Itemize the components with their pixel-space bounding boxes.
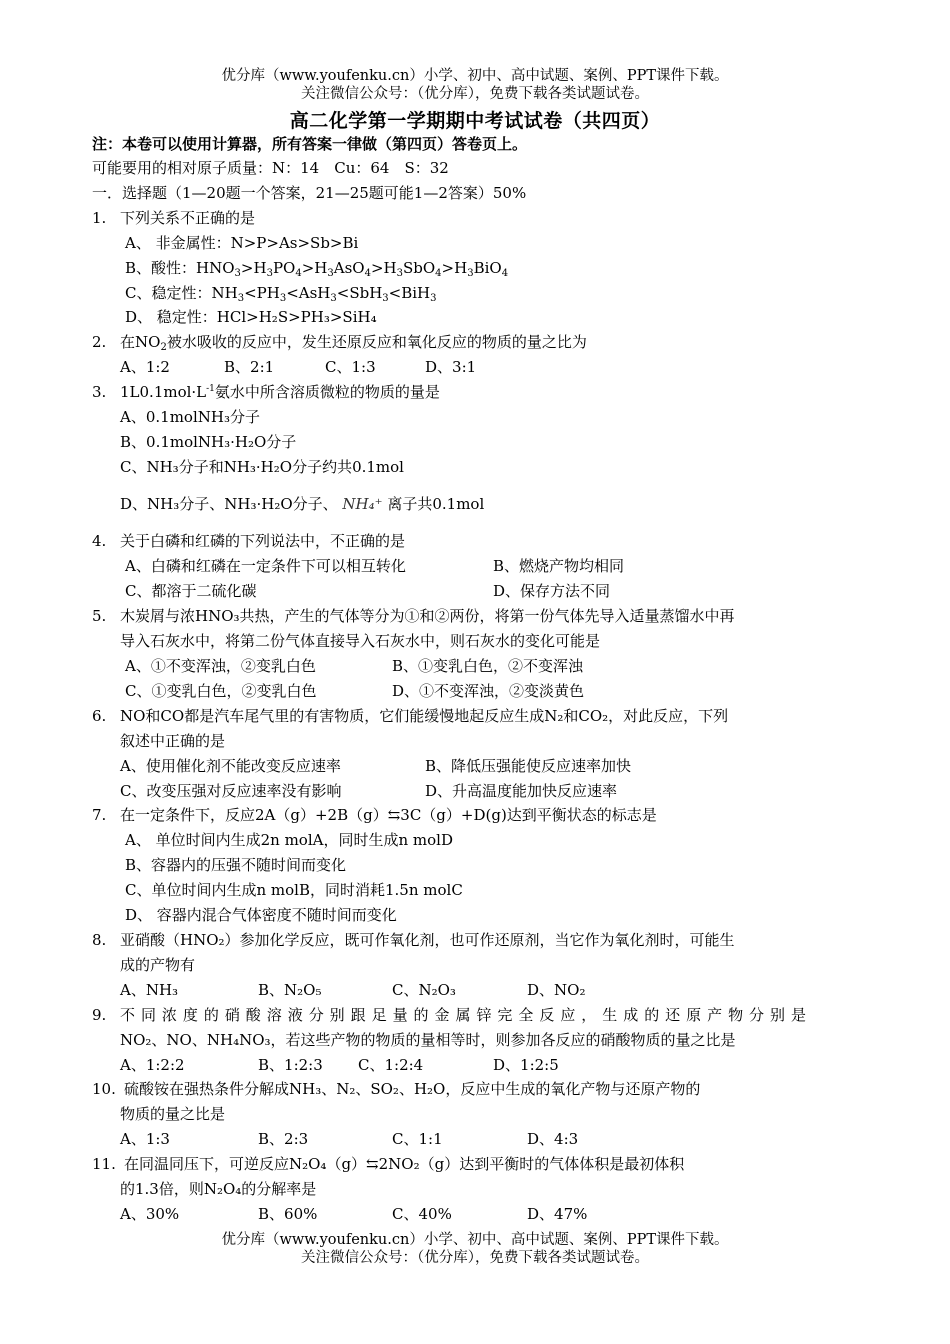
- stem-text: 氨水中所含溶质微粒的物质的量是: [214, 383, 440, 401]
- option-c: C、改变压强对反应速率没有影响: [120, 782, 342, 800]
- option-b: B、1:2:3: [258, 1056, 323, 1074]
- option-b: B、N₂O₅: [258, 981, 322, 999]
- question-stem-cont: 成的产物有: [120, 956, 196, 974]
- ammonium-ion: NH₄⁺: [342, 495, 383, 513]
- option-b: B、0.1molNH₃·H₂O分子: [120, 433, 297, 451]
- option-c: C、1:2:4: [358, 1056, 424, 1074]
- option-a: A、 非金属性：N>P>As>Sb>Bi: [125, 234, 359, 252]
- option-d: [120, 494, 484, 514]
- question-stem: 在$NO_2$被水吸收的反应中，发生还原反应和氧化反应的物质的量之比为: [120, 333, 587, 353]
- stem-text: 在NO: [120, 333, 161, 351]
- option-d: D、①不变浑浊，②变淡黄色: [392, 682, 585, 700]
- option-b: B、容器内的压强不随时间而变化: [125, 856, 347, 874]
- option-c-text: C、稳定性：NH: [125, 284, 238, 302]
- page-title: 高二化学第一学期期中考试试卷（共四页）: [289, 110, 661, 132]
- option-b: B、2:3: [258, 1130, 309, 1148]
- option-c: C、N₂O₃: [392, 981, 456, 999]
- question-number: 2.: [92, 333, 107, 351]
- option-b: B、①变乳白色，②不变浑浊: [392, 657, 584, 675]
- option-d: D、3:1: [425, 358, 477, 376]
- question-stem-cont: 的1.3倍，则N₂O₄的分解率是: [120, 1180, 317, 1198]
- option-c: C、都溶于二硫化碳: [125, 582, 257, 600]
- question-stem-cont: 导入石灰水中，将第二份气体直接导入石灰水中，则石灰水的变化可能是: [120, 632, 601, 650]
- footer-line-2: 关注微信公众号：（优分库），免费下载各类试题试卷。: [301, 1250, 649, 1266]
- option-a: A、使用催化剂不能改变反应速率: [120, 757, 341, 775]
- footer-line-1: 优分库（www.youfenku.cn）小学、初中、高中试题、案例、PPT课件下载。: [221, 1232, 729, 1248]
- option-d-text: 离子共0.1mol: [387, 495, 485, 513]
- option-b: B、酸性：$HNO_3>H_3PO_4>H_3AsO_4>H_3SbO_4>H_3BiO_4$: [125, 259, 509, 279]
- option-c: C、1:3: [325, 358, 376, 376]
- question-stem-cont: 叙述中正确的是: [120, 732, 226, 750]
- atomic-masses: 可能要用的相对原子质量：N：14 Cu：64 S：32: [92, 159, 449, 177]
- option-c: C、NH₃分子和NH₃·H₂O分子约共0.1mol: [120, 458, 404, 476]
- header-line-2: 关注微信公众号：（优分库），免费下载各类试题试卷。: [301, 86, 649, 102]
- question-stem-cont: NO₂、NO、NH₄NO₃，若这些产物的物质的量相等时，则参加各反应的硝酸物质的量之比是: [120, 1031, 736, 1049]
- header-line-1: 优分库（www.youfenku.cn）小学、初中、高中试题、案例、PPT课件下载。: [221, 68, 729, 84]
- question-stem: 下列关系不正确的是: [120, 209, 256, 227]
- question-number: 6.: [92, 707, 107, 725]
- option-b-text: B、酸性：HNO: [125, 259, 235, 277]
- option-a: A、1:3: [120, 1130, 170, 1148]
- question-stem: 亚硝酸（HNO₂）参加化学反应，既可作氧化剂，也可作还原剂，当它作为氧化剂时，可能生: [120, 931, 735, 949]
- option-a: A、 单位时间内生成2n molA，同时生成n molD: [125, 831, 453, 849]
- stem-text: 1L0.1mol·L: [120, 383, 207, 401]
- option-b: B、降低压强能使反应速率加快: [425, 757, 632, 775]
- option-d: D、4:3: [527, 1130, 579, 1148]
- question-stem: 不同浓度的硝酸溶液分别跟足量的金属锌完全反应，生成的还原产物分别是: [120, 1006, 806, 1024]
- option-a: A、1:2: [120, 358, 170, 376]
- question-number: 5.: [92, 607, 107, 625]
- question-stem: 木炭屑与浓HNO₃共热，产生的气体等分为①和②两份，将第一份气体先导入适量蒸馏水中再: [120, 607, 735, 625]
- question-stem: 关于白磷和红磷的下列说法中，不正确的是: [120, 532, 406, 550]
- option-d: D、NO₂: [527, 981, 586, 999]
- question-stem: $1L0.1mol\cdot L^{-1}$氨水中所含溶质微粒的物质的量是: [120, 383, 440, 401]
- option-c: C、1:1: [392, 1130, 443, 1148]
- question-stem: 硫酸铵在强热条件分解成NH₃、N₂、SO₂、H₂O，反应中生成的氧化产物与还原产物的: [124, 1080, 701, 1098]
- stem-text: 被水吸收的反应中，发生还原反应和氧化反应的物质的量之比为: [166, 333, 587, 351]
- option-a: A、30%: [120, 1205, 180, 1223]
- option-b: B、60%: [258, 1205, 318, 1223]
- question-number: 11.: [92, 1155, 116, 1173]
- option-d: D、1:2:5: [493, 1056, 559, 1074]
- question-stem-cont: 物质的量之比是: [120, 1105, 226, 1123]
- question-number: 7.: [92, 806, 107, 824]
- option-d: D、47%: [527, 1205, 588, 1223]
- option-d: D、保存方法不同: [493, 582, 611, 600]
- question-stem: 在同温同压下，可逆反应N₂O₄（g）⇆2NO₂（g）达到平衡时的气体体积是最初体积: [124, 1155, 685, 1173]
- option-c: C、40%: [392, 1205, 452, 1223]
- question-number: 10.: [92, 1080, 116, 1098]
- option-a: A、白磷和红磷在一定条件下可以相互转化: [125, 557, 406, 575]
- option-d: D、 容器内混合气体密度不随时间而变化: [125, 906, 397, 924]
- option-a: A、0.1molNH₃分子: [120, 408, 260, 426]
- question-stem: NO和CO都是汽车尾气里的有害物质，它们能缓慢地起反应生成N₂和CO₂，对此反应，下列: [120, 707, 729, 725]
- question-number: 3.: [92, 383, 107, 401]
- option-c: C、单位时间内生成n molB，同时消耗1.5n molC: [125, 881, 463, 899]
- page-header: [0, 67, 950, 103]
- option-a: A、①不变浑浊，②变乳白色: [125, 657, 316, 675]
- question-number: 9.: [92, 1006, 107, 1024]
- option-b: B、2:1: [224, 358, 275, 376]
- option-d-text: D、NH₃分子、NH₃·H₂O分子、: [120, 495, 338, 513]
- question-number: 8.: [92, 931, 107, 949]
- option-d: D、升高温度能加快反应速率: [425, 782, 618, 800]
- option-b: B、燃烧产物均相同: [493, 557, 625, 575]
- page-footer: [0, 1231, 950, 1267]
- option-a: A、NH₃: [120, 981, 179, 999]
- question-number: 1.: [92, 209, 107, 227]
- exam-note: 注：本卷可以使用计算器，所有答案一律做（第四页）答卷页上。: [92, 135, 528, 153]
- option-c: C、①变乳白色，②变乳白色: [125, 682, 317, 700]
- option-d: D、 稳定性：HCl>H₂S>PH₃>SiH₄: [125, 308, 377, 326]
- question-stem: 在一定条件下，反应2A（g）+2B（g）⇆3C（g）+D(g)达到平衡状态的标志是: [120, 806, 657, 824]
- option-c: C、稳定性：$NH_3<PH_3<AsH_3<SbH_3<BiH_3$: [125, 284, 437, 304]
- option-a: A、1:2:2: [120, 1056, 185, 1074]
- section-heading: 一．选择题（1—20题一个答案，21—25题可能1—2答案）50%: [92, 184, 527, 202]
- question-number: 4.: [92, 532, 107, 550]
